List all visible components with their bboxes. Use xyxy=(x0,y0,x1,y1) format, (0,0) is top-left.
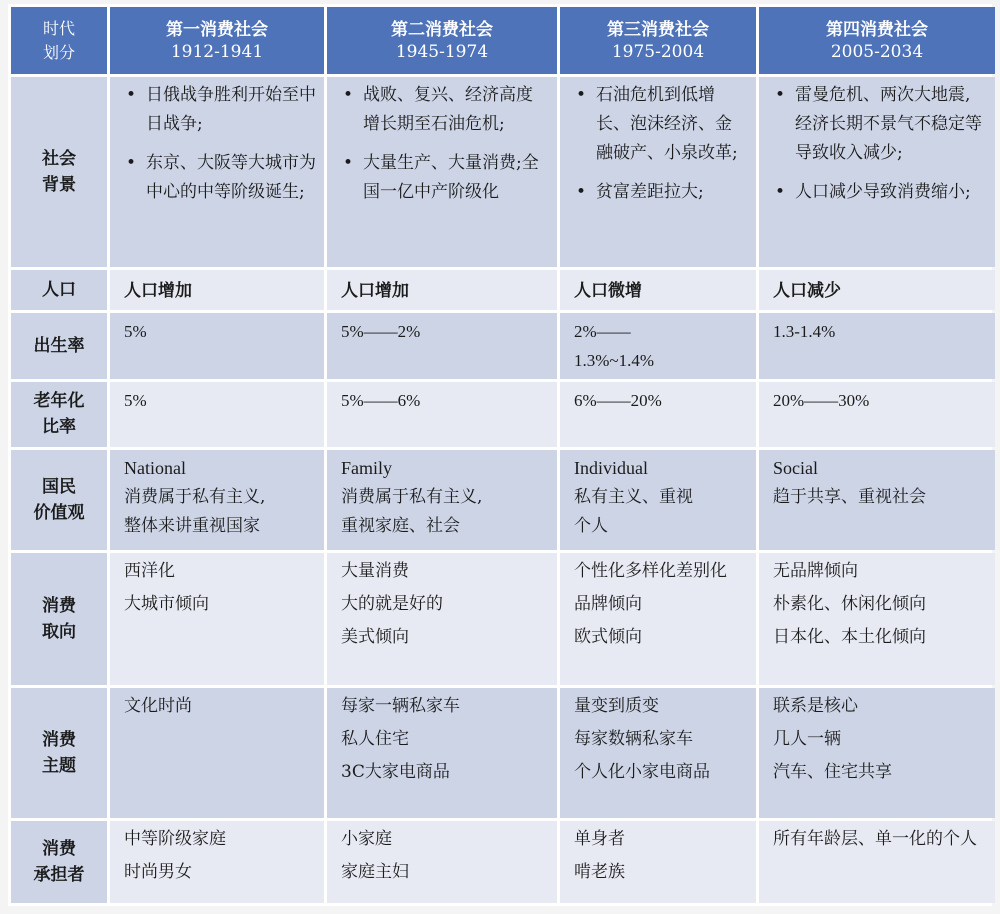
theme-item: 3C大家电商品 xyxy=(341,762,450,783)
consumer-item: 小家庭 xyxy=(341,829,392,850)
cell-population-3: 人口微增 xyxy=(560,270,756,311)
value-description-line: 私有主义、重视 xyxy=(574,486,693,507)
consumer-item: 中等阶级家庭 xyxy=(124,829,226,850)
orientation-item: 大量消费 xyxy=(341,560,409,581)
row-label-birth-rate xyxy=(11,313,107,378)
cell-consumers-3 xyxy=(560,821,756,903)
row-aging-ratio xyxy=(11,382,995,447)
value-description-line: 消费属于私有主义, xyxy=(341,486,483,507)
orientation-item: 美式倾向 xyxy=(341,626,409,647)
theme-item: 几人一辆 xyxy=(773,729,841,750)
value-description-line: 趋于共享、重视社会 xyxy=(773,486,926,507)
cell-aging-1: 5% xyxy=(110,382,324,447)
cell-aging-4: 20%——30% xyxy=(759,382,995,447)
cell-birth-rate-1 xyxy=(110,313,324,378)
row-label-social-background xyxy=(11,77,107,266)
cell-theme-3 xyxy=(560,688,756,818)
row-national-values xyxy=(11,450,995,550)
bullet-item: • 大量生产、大量消费;全国一亿中产阶级化 xyxy=(341,149,549,207)
row-label-consumption-orientation xyxy=(11,553,107,685)
bullet-item: • 石油危机到低增长、泡沫经济、金融破产、小泉改革; xyxy=(574,81,748,168)
theme-item: 量变到质变 xyxy=(574,696,659,717)
cell-theme-2 xyxy=(327,688,557,818)
theme-item: 每家数辆私家车 xyxy=(574,729,693,750)
cell-aging-3: 6%——20% xyxy=(560,382,756,447)
orientation-item: 西洋化 xyxy=(124,560,175,581)
bullet-item: • 日俄战争胜利开始至中日战争; xyxy=(124,81,316,139)
value-description-line: 整体来讲重视国家 xyxy=(124,515,260,536)
row-label-aging-ratio xyxy=(11,382,107,447)
row-label-text: 社会 背景 xyxy=(42,148,76,195)
cell-background-2 xyxy=(327,77,557,266)
orientation-item: 大的就是好的 xyxy=(341,593,443,614)
cell-orientation-4 xyxy=(759,553,995,685)
cell-population-1: 人口增加 xyxy=(110,270,324,311)
row-label-population xyxy=(11,270,107,311)
column-years: 1912-1941 xyxy=(170,41,264,62)
birth-rate-value: 5%——2% xyxy=(341,322,421,342)
value-english-term: Individual xyxy=(574,457,648,478)
cell-values-1 xyxy=(110,450,324,550)
value-english-term: Family xyxy=(341,457,393,478)
orientation-item: 日本化、本土化倾向 xyxy=(773,626,926,647)
orientation-item: 无品牌倾向 xyxy=(773,560,858,581)
row-label-text: 国民 价值观 xyxy=(33,476,85,523)
cell-background-4 xyxy=(759,77,995,266)
orientation-item: 大城市倾向 xyxy=(124,593,209,614)
cell-population-2: 人口增加 xyxy=(327,270,557,311)
birth-rate-value: 1.3-1.4% xyxy=(773,322,836,342)
row-label-consumption-theme xyxy=(11,688,107,818)
row-consumption-orientation xyxy=(11,553,995,685)
row-social-background xyxy=(11,77,995,266)
value-description-line: 消费属于私有主义, xyxy=(124,486,266,507)
bullet-item: • 雷曼危机、两次大地震,经济长期不景气不稳定等导致收入减少; xyxy=(773,81,987,168)
cell-aging-2: 5%——6% xyxy=(327,382,557,447)
cell-birth-rate-3 xyxy=(560,313,756,378)
cell-birth-rate-2 xyxy=(327,313,557,378)
era-division-corner xyxy=(11,7,107,74)
row-label-text: 老年化 比率 xyxy=(33,391,85,438)
row-label-text: 消费 取向 xyxy=(42,595,76,642)
column-years: 1945-1974 xyxy=(395,41,489,62)
cell-consumers-1 xyxy=(110,821,324,903)
row-label-text: 出生率 xyxy=(33,336,85,357)
theme-item: 个人化小家电商品 xyxy=(574,762,710,783)
consumer-society-table-sheet xyxy=(8,4,992,906)
row-label-text: 消费 承担者 xyxy=(33,839,85,886)
birth-rate-value: 5% xyxy=(124,322,147,342)
consumer-item: 时尚男女 xyxy=(124,862,192,883)
cell-theme-1 xyxy=(110,688,324,818)
value-english-term: National xyxy=(124,457,186,478)
column-header-fourth-society xyxy=(759,7,995,74)
theme-item: 汽车、住宅共享 xyxy=(773,762,892,783)
column-title: 第三消费社会 xyxy=(607,19,709,40)
cell-values-2 xyxy=(327,450,557,550)
orientation-item: 个性化多样化差别化 xyxy=(574,560,727,581)
theme-item: 私人住宅 xyxy=(341,729,409,750)
cell-birth-rate-4 xyxy=(759,313,995,378)
column-header-third-society xyxy=(560,7,756,74)
orientation-item: 品牌倾向 xyxy=(574,593,642,614)
consumer-society-table xyxy=(8,4,998,906)
cell-orientation-2 xyxy=(327,553,557,685)
cell-theme-4 xyxy=(759,688,995,818)
cell-background-1 xyxy=(110,77,324,266)
cell-orientation-3 xyxy=(560,553,756,685)
birth-rate-value: 1.3%~1.4% xyxy=(574,351,655,371)
bullet-item: • 东京、大阪等大城市为中心的中等阶级诞生; xyxy=(124,149,316,207)
cell-background-3 xyxy=(560,77,756,266)
row-label-national-values xyxy=(11,450,107,550)
value-english-term: Social xyxy=(773,457,818,478)
row-consumers xyxy=(11,821,995,903)
cell-consumers-4 xyxy=(759,821,995,903)
column-title: 第一消费社会 xyxy=(166,19,268,40)
column-header-second-society xyxy=(327,7,557,74)
bullet-item: • 贫富差距拉大; xyxy=(574,178,748,207)
orientation-item: 欧式倾向 xyxy=(574,626,642,647)
consumer-item: 所有年龄层、单一化的个人 xyxy=(773,829,977,850)
bullet-item: • 战败、复兴、经济高度增长期至石油危机; xyxy=(341,81,549,139)
birth-rate-value: 2%—— xyxy=(574,322,631,342)
consumer-item: 家庭主妇 xyxy=(341,862,409,883)
cell-consumers-2 xyxy=(327,821,557,903)
row-label-text: 人口 xyxy=(42,280,76,301)
column-years: 1975-2004 xyxy=(611,41,705,62)
cell-values-3 xyxy=(560,450,756,550)
consumer-item: 啃老族 xyxy=(574,862,625,883)
column-header-first-society xyxy=(110,7,324,74)
cell-orientation-1 xyxy=(110,553,324,685)
row-population xyxy=(11,270,995,311)
value-description-line: 个人 xyxy=(574,515,608,536)
theme-item: 文化时尚 xyxy=(124,696,192,717)
header-row xyxy=(11,7,995,74)
row-consumption-theme xyxy=(11,688,995,818)
bullet-item: • 人口减少导致消费缩小; xyxy=(773,178,987,207)
cell-values-4 xyxy=(759,450,995,550)
row-label-text: 消费 主题 xyxy=(42,730,76,777)
row-birth-rate xyxy=(11,313,995,378)
theme-item: 每家一辆私家车 xyxy=(341,696,460,717)
consumer-item: 单身者 xyxy=(574,829,625,850)
theme-item: 联系是核心 xyxy=(773,696,858,717)
cell-population-4: 人口减少 xyxy=(759,270,995,311)
column-years: 2005-2034 xyxy=(830,41,924,62)
row-label-consumers xyxy=(11,821,107,903)
column-title: 第二消费社会 xyxy=(391,19,493,40)
value-description-line: 重视家庭、社会 xyxy=(341,515,460,536)
corner-label: 时代 划分 xyxy=(42,18,75,62)
column-title: 第四消费社会 xyxy=(826,19,928,40)
orientation-item: 朴素化、休闲化倾向 xyxy=(773,593,926,614)
